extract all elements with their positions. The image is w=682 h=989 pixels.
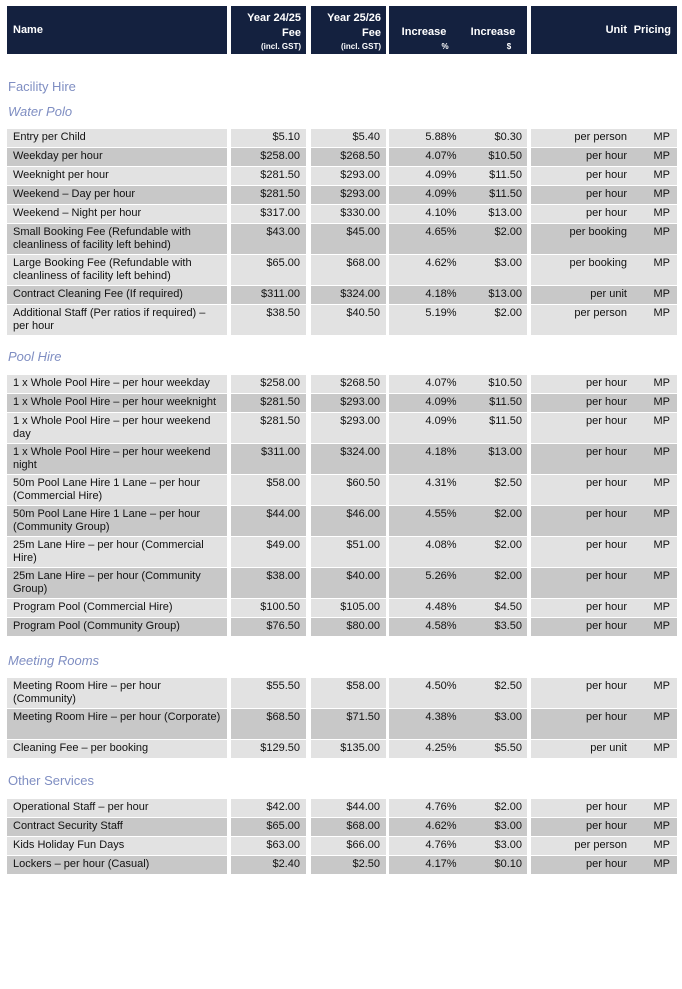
unit-pricing-cell bbox=[531, 709, 677, 739]
table-row bbox=[0, 678, 682, 708]
increase-percent: 4.07% bbox=[425, 150, 457, 162]
unit-value: per booking bbox=[569, 226, 627, 238]
fee-name-cell: 1 x Whole Pool Hire – per hour weekend night bbox=[7, 444, 227, 474]
table-row bbox=[0, 186, 682, 204]
increase-cell bbox=[389, 305, 527, 335]
unit-value: per hour bbox=[586, 801, 627, 813]
fee-name-cell: 1 x Whole Pool Hire – per hour weeknight bbox=[7, 394, 227, 412]
increase-cell bbox=[389, 506, 527, 536]
unit-value: per hour bbox=[586, 169, 627, 181]
header-year1-line1: Year 24/25 bbox=[247, 12, 301, 24]
unit-pricing-cell bbox=[531, 205, 677, 223]
fee-2425-cell: $258.00 bbox=[231, 375, 306, 393]
fee-2425-cell: $65.00 bbox=[231, 255, 306, 285]
increase-percent: 4.18% bbox=[425, 446, 457, 458]
fee-2425-cell: $58.00 bbox=[231, 475, 306, 505]
increase-cell bbox=[389, 709, 527, 739]
increase-dollar: $13.00 bbox=[488, 446, 522, 458]
fee-2425-cell: $44.00 bbox=[231, 506, 306, 536]
fee-2526-cell: $40.00 bbox=[311, 568, 386, 598]
increase-dollar: $11.50 bbox=[489, 396, 522, 408]
table-row bbox=[0, 224, 682, 254]
pricing-value: MP bbox=[653, 288, 670, 300]
column-header-name bbox=[7, 6, 227, 54]
header-year1-line3: (incl. GST) bbox=[261, 42, 301, 51]
increase-percent: 4.62% bbox=[425, 257, 457, 269]
fee-2526-cell: $46.00 bbox=[311, 506, 386, 536]
unit-value: per hour bbox=[586, 188, 627, 200]
unit-pricing-cell bbox=[531, 224, 677, 254]
fee-2425-cell: $100.50 bbox=[231, 599, 306, 617]
unit-pricing-cell bbox=[531, 475, 677, 505]
increase-cell bbox=[389, 375, 527, 393]
unit-value: per hour bbox=[586, 601, 627, 613]
fee-name-cell: 50m Pool Lane Hire 1 Lane – per hour (Commercial Hire) bbox=[7, 475, 227, 505]
unit-pricing-cell bbox=[531, 678, 677, 708]
increase-cell bbox=[389, 413, 527, 443]
fee-2425-cell: $311.00 bbox=[231, 444, 306, 474]
fee-name-cell: Weekend – Night per hour bbox=[7, 205, 227, 223]
fee-name-cell: 1 x Whole Pool Hire – per hour weekend day bbox=[7, 413, 227, 443]
fee-name-cell: 25m Lane Hire – per hour (Commercial Hire) bbox=[7, 537, 227, 567]
unit-value: per hour bbox=[586, 680, 627, 692]
fee-name-cell: Kids Holiday Fun Days bbox=[7, 837, 227, 855]
increase-percent: 4.50% bbox=[425, 680, 457, 692]
table-row bbox=[0, 167, 682, 185]
fee-2526-cell: $58.00 bbox=[311, 678, 386, 708]
table-row bbox=[0, 305, 682, 335]
fee-name-cell: Contract Cleaning Fee (If required) bbox=[7, 286, 227, 304]
fee-2526-cell: $68.00 bbox=[311, 818, 386, 836]
increase-cell bbox=[389, 837, 527, 855]
increase-dollar: $4.50 bbox=[494, 601, 522, 613]
increase-percent: 4.09% bbox=[425, 415, 457, 427]
unit-pricing-cell bbox=[531, 305, 677, 335]
fee-name-cell: Program Pool (Community Group) bbox=[7, 618, 227, 636]
fee-2526-cell: $40.50 bbox=[311, 305, 386, 335]
table-row bbox=[0, 413, 682, 443]
increase-cell bbox=[389, 475, 527, 505]
header-increase-pct-sub: % bbox=[441, 42, 449, 51]
fee-2425-cell: $281.50 bbox=[231, 186, 306, 204]
table-row bbox=[0, 709, 682, 739]
increase-percent: 4.31% bbox=[425, 477, 457, 489]
increase-dollar: $3.00 bbox=[494, 820, 522, 832]
fee-2425-cell: $43.00 bbox=[231, 224, 306, 254]
unit-pricing-cell bbox=[531, 255, 677, 285]
increase-percent: 4.48% bbox=[425, 601, 457, 613]
unit-pricing-cell bbox=[531, 413, 677, 443]
table-row bbox=[0, 148, 682, 166]
increase-cell bbox=[389, 568, 527, 598]
increase-cell bbox=[389, 799, 527, 817]
increase-cell bbox=[389, 186, 527, 204]
pricing-value: MP bbox=[653, 207, 670, 219]
unit-pricing-cell bbox=[531, 444, 677, 474]
pricing-value: MP bbox=[653, 539, 670, 551]
unit-value: per hour bbox=[586, 415, 627, 427]
pricing-value: MP bbox=[653, 620, 670, 632]
increase-cell bbox=[389, 286, 527, 304]
header-year1-line2: Fee bbox=[282, 27, 301, 39]
increase-percent: 4.38% bbox=[425, 711, 457, 723]
increase-cell bbox=[389, 818, 527, 836]
unit-value: per hour bbox=[586, 711, 627, 723]
unit-value: per hour bbox=[586, 820, 627, 832]
increase-cell bbox=[389, 129, 527, 147]
fee-name-cell: Weekday per hour bbox=[7, 148, 227, 166]
header-year2-line2: Fee bbox=[362, 27, 381, 39]
increase-percent: 4.08% bbox=[425, 539, 457, 551]
increase-cell bbox=[389, 167, 527, 185]
unit-pricing-cell bbox=[531, 856, 677, 874]
increase-dollar: $2.50 bbox=[494, 477, 522, 489]
table-row bbox=[0, 475, 682, 505]
fee-2425-cell: $2.40 bbox=[231, 856, 306, 874]
column-header-year-24-25 bbox=[231, 6, 306, 54]
fee-2526-cell: $293.00 bbox=[311, 167, 386, 185]
increase-dollar: $11.50 bbox=[489, 188, 522, 200]
table-row bbox=[0, 444, 682, 474]
increase-dollar: $3.50 bbox=[494, 620, 522, 632]
header-pricing-label: Pricing bbox=[633, 24, 671, 36]
increase-dollar: $2.00 bbox=[494, 508, 522, 520]
fee-name-cell: 50m Pool Lane Hire 1 Lane – per hour (Community Group) bbox=[7, 506, 227, 536]
unit-value: per hour bbox=[586, 396, 627, 408]
unit-value: per person bbox=[574, 839, 627, 851]
increase-percent: 5.19% bbox=[425, 307, 457, 319]
header-increase-pct-label: Increase bbox=[401, 26, 447, 38]
fee-name-cell: Additional Staff (Per ratios if required) – per hour bbox=[7, 305, 227, 335]
unit-value: per person bbox=[574, 131, 627, 143]
unit-value: per hour bbox=[586, 446, 627, 458]
pricing-value: MP bbox=[653, 680, 670, 692]
table-row bbox=[0, 856, 682, 874]
unit-pricing-cell bbox=[531, 618, 677, 636]
increase-cell bbox=[389, 678, 527, 708]
fee-name-cell: Lockers – per hour (Casual) bbox=[7, 856, 227, 874]
increase-percent: 4.10% bbox=[425, 207, 457, 219]
unit-pricing-cell bbox=[531, 799, 677, 817]
table-row bbox=[0, 286, 682, 304]
increase-percent: 4.58% bbox=[425, 620, 457, 632]
unit-pricing-cell bbox=[531, 394, 677, 412]
pricing-value: MP bbox=[653, 508, 670, 520]
table-row bbox=[0, 599, 682, 617]
header-year2-line1: Year 25/26 bbox=[327, 12, 381, 24]
unit-pricing-cell bbox=[531, 286, 677, 304]
unit-pricing-cell bbox=[531, 599, 677, 617]
table-row bbox=[0, 506, 682, 536]
unit-value: per hour bbox=[586, 477, 627, 489]
unit-pricing-cell bbox=[531, 537, 677, 567]
header-name-label: Name bbox=[13, 24, 43, 36]
increase-percent: 4.17% bbox=[425, 858, 457, 870]
increase-percent: 4.25% bbox=[425, 742, 457, 754]
increase-cell bbox=[389, 394, 527, 412]
unit-value: per hour bbox=[586, 508, 627, 520]
table-row bbox=[0, 799, 682, 817]
fee-2526-cell: $324.00 bbox=[311, 286, 386, 304]
column-header-year-25-26 bbox=[311, 6, 386, 54]
header-year2-line3: (incl. GST) bbox=[341, 42, 381, 51]
increase-dollar: $2.00 bbox=[494, 539, 522, 551]
pricing-value: MP bbox=[653, 570, 670, 582]
increase-dollar: $2.50 bbox=[494, 680, 522, 692]
increase-cell bbox=[389, 224, 527, 254]
fee-2425-cell: $38.50 bbox=[231, 305, 306, 335]
fee-2526-cell: $293.00 bbox=[311, 186, 386, 204]
increase-dollar: $11.50 bbox=[489, 415, 522, 427]
fee-2526-cell: $60.50 bbox=[311, 475, 386, 505]
pricing-value: MP bbox=[653, 742, 670, 754]
fee-2526-cell: $66.00 bbox=[311, 837, 386, 855]
increase-dollar: $13.00 bbox=[488, 207, 522, 219]
fee-2425-cell: $258.00 bbox=[231, 148, 306, 166]
increase-cell bbox=[389, 856, 527, 874]
fee-2526-cell: $2.50 bbox=[311, 856, 386, 874]
pricing-value: MP bbox=[653, 446, 670, 458]
increase-percent: 4.09% bbox=[425, 188, 457, 200]
table-row bbox=[0, 818, 682, 836]
fee-2526-cell: $5.40 bbox=[311, 129, 386, 147]
increase-dollar: $3.00 bbox=[494, 839, 522, 851]
fee-name-cell: Weekend – Day per hour bbox=[7, 186, 227, 204]
section-title-meeting-rooms: Meeting Rooms bbox=[8, 653, 100, 668]
unit-pricing-cell bbox=[531, 167, 677, 185]
unit-value: per unit bbox=[590, 288, 627, 300]
fee-name-cell: Small Booking Fee (Refundable with cleanliness of facility left behind) bbox=[7, 224, 227, 254]
fee-name-cell: Program Pool (Commercial Hire) bbox=[7, 599, 227, 617]
pricing-value: MP bbox=[653, 801, 670, 813]
pricing-value: MP bbox=[653, 169, 670, 181]
header-unit-label: Unit bbox=[605, 24, 627, 36]
fee-name-cell: Cleaning Fee – per booking bbox=[7, 740, 227, 758]
increase-percent: 4.09% bbox=[425, 396, 457, 408]
pricing-value: MP bbox=[653, 226, 670, 238]
increase-percent: 4.62% bbox=[425, 820, 457, 832]
table-row bbox=[0, 375, 682, 393]
pricing-value: MP bbox=[653, 858, 670, 870]
increase-percent: 4.18% bbox=[425, 288, 457, 300]
unit-value: per booking bbox=[569, 257, 627, 269]
fee-name-cell: 25m Lane Hire – per hour (Community Group) bbox=[7, 568, 227, 598]
increase-dollar: $13.00 bbox=[488, 288, 522, 300]
pricing-value: MP bbox=[653, 415, 670, 427]
unit-value: per hour bbox=[586, 620, 627, 632]
fee-2526-cell: $293.00 bbox=[311, 394, 386, 412]
table-row bbox=[0, 129, 682, 147]
unit-value: per hour bbox=[586, 377, 627, 389]
increase-dollar: $5.50 bbox=[494, 742, 522, 754]
table-row bbox=[0, 537, 682, 567]
increase-cell bbox=[389, 255, 527, 285]
increase-cell bbox=[389, 618, 527, 636]
increase-percent: 5.26% bbox=[425, 570, 457, 582]
fee-name-cell: Large Booking Fee (Refundable with cleanliness of facility left behind) bbox=[7, 255, 227, 285]
header-increase-dollar-sub: $ bbox=[506, 42, 512, 51]
increase-percent: 4.76% bbox=[425, 839, 457, 851]
pricing-value: MP bbox=[653, 396, 670, 408]
table-row bbox=[0, 205, 682, 223]
fee-2526-cell: $268.50 bbox=[311, 148, 386, 166]
fee-2526-cell: $293.00 bbox=[311, 413, 386, 443]
unit-pricing-cell bbox=[531, 740, 677, 758]
pricing-value: MP bbox=[653, 188, 670, 200]
table-row bbox=[0, 394, 682, 412]
fee-2526-cell: $44.00 bbox=[311, 799, 386, 817]
increase-cell bbox=[389, 740, 527, 758]
unit-pricing-cell bbox=[531, 148, 677, 166]
increase-percent: 4.07% bbox=[425, 377, 457, 389]
increase-dollar: $0.10 bbox=[494, 858, 522, 870]
fee-2425-cell: $317.00 bbox=[231, 205, 306, 223]
fee-2425-cell: $49.00 bbox=[231, 537, 306, 567]
fee-name-cell: Meeting Room Hire – per hour (Community) bbox=[7, 678, 227, 708]
increase-dollar: $10.50 bbox=[488, 150, 522, 162]
column-header-increase bbox=[389, 6, 527, 54]
pricing-value: MP bbox=[653, 839, 670, 851]
unit-pricing-cell bbox=[531, 506, 677, 536]
fee-2526-cell: $135.00 bbox=[311, 740, 386, 758]
table-row bbox=[0, 618, 682, 636]
increase-cell bbox=[389, 444, 527, 474]
fee-2425-cell: $76.50 bbox=[231, 618, 306, 636]
unit-pricing-cell bbox=[531, 129, 677, 147]
column-header-unit-pricing bbox=[531, 6, 677, 54]
unit-value: per hour bbox=[586, 858, 627, 870]
unit-value: per hour bbox=[586, 150, 627, 162]
fee-2526-cell: $324.00 bbox=[311, 444, 386, 474]
section-title-facility-hire: Facility Hire bbox=[8, 79, 76, 94]
increase-cell bbox=[389, 537, 527, 567]
table-row bbox=[0, 568, 682, 598]
increase-percent: 4.65% bbox=[425, 226, 457, 238]
pricing-value: MP bbox=[653, 711, 670, 723]
fee-name-cell: Meeting Room Hire – per hour (Corporate) bbox=[7, 709, 227, 739]
table-row bbox=[0, 837, 682, 855]
pricing-value: MP bbox=[653, 131, 670, 143]
increase-percent: 4.09% bbox=[425, 169, 457, 181]
pricing-value: MP bbox=[653, 307, 670, 319]
fee-2425-cell: $42.00 bbox=[231, 799, 306, 817]
increase-dollar: $11.50 bbox=[489, 169, 522, 181]
unit-value: per person bbox=[574, 307, 627, 319]
fee-name-cell: Operational Staff – per hour bbox=[7, 799, 227, 817]
fee-2425-cell: $5.10 bbox=[231, 129, 306, 147]
fee-2425-cell: $63.00 bbox=[231, 837, 306, 855]
section-title-other-services: Other Services bbox=[8, 773, 94, 788]
header-increase-dollar-label: Increase bbox=[470, 26, 516, 38]
fee-name-cell: Weeknight per hour bbox=[7, 167, 227, 185]
increase-dollar: $2.00 bbox=[494, 226, 522, 238]
unit-pricing-cell bbox=[531, 818, 677, 836]
fee-2526-cell: $80.00 bbox=[311, 618, 386, 636]
fee-2526-cell: $68.00 bbox=[311, 255, 386, 285]
unit-pricing-cell bbox=[531, 375, 677, 393]
fee-2425-cell: $55.50 bbox=[231, 678, 306, 708]
fee-2526-cell: $71.50 bbox=[311, 709, 386, 739]
unit-value: per hour bbox=[586, 570, 627, 582]
pricing-value: MP bbox=[653, 257, 670, 269]
increase-dollar: $0.30 bbox=[494, 131, 522, 143]
pricing-value: MP bbox=[653, 150, 670, 162]
fee-2526-cell: $268.50 bbox=[311, 375, 386, 393]
fee-2526-cell: $330.00 bbox=[311, 205, 386, 223]
section-title-water-polo: Water Polo bbox=[8, 104, 73, 119]
table-row bbox=[0, 740, 682, 758]
fee-2425-cell: $311.00 bbox=[231, 286, 306, 304]
fee-2425-cell: $38.00 bbox=[231, 568, 306, 598]
unit-pricing-cell bbox=[531, 186, 677, 204]
fee-2425-cell: $129.50 bbox=[231, 740, 306, 758]
increase-dollar: $10.50 bbox=[488, 377, 522, 389]
section-title-pool-hire: Pool Hire bbox=[8, 349, 62, 364]
increase-cell bbox=[389, 205, 527, 223]
fee-2526-cell: $45.00 bbox=[311, 224, 386, 254]
increase-dollar: $3.00 bbox=[494, 257, 522, 269]
unit-pricing-cell bbox=[531, 568, 677, 598]
fee-name-cell: Contract Security Staff bbox=[7, 818, 227, 836]
increase-percent: 4.76% bbox=[425, 801, 457, 813]
unit-pricing-cell bbox=[531, 837, 677, 855]
fee-2425-cell: $68.50 bbox=[231, 709, 306, 739]
fee-2526-cell: $51.00 bbox=[311, 537, 386, 567]
fee-2425-cell: $281.50 bbox=[231, 394, 306, 412]
pricing-value: MP bbox=[653, 820, 670, 832]
pricing-value: MP bbox=[653, 477, 670, 489]
fee-2425-cell: $281.50 bbox=[231, 413, 306, 443]
increase-dollar: $3.00 bbox=[494, 711, 522, 723]
increase-percent: 4.55% bbox=[425, 508, 457, 520]
pricing-value: MP bbox=[653, 601, 670, 613]
fee-2425-cell: $65.00 bbox=[231, 818, 306, 836]
unit-value: per hour bbox=[586, 539, 627, 551]
increase-dollar: $2.00 bbox=[494, 307, 522, 319]
fee-2526-cell: $105.00 bbox=[311, 599, 386, 617]
pricing-value: MP bbox=[653, 377, 670, 389]
fee-2425-cell: $281.50 bbox=[231, 167, 306, 185]
increase-dollar: $2.00 bbox=[494, 801, 522, 813]
fee-name-cell: 1 x Whole Pool Hire – per hour weekday bbox=[7, 375, 227, 393]
increase-dollar: $2.00 bbox=[494, 570, 522, 582]
unit-value: per unit bbox=[590, 742, 627, 754]
table-row bbox=[0, 255, 682, 285]
increase-cell bbox=[389, 599, 527, 617]
unit-value: per hour bbox=[586, 207, 627, 219]
fee-name-cell: Entry per Child bbox=[7, 129, 227, 147]
increase-percent: 5.88% bbox=[425, 131, 457, 143]
increase-cell bbox=[389, 148, 527, 166]
